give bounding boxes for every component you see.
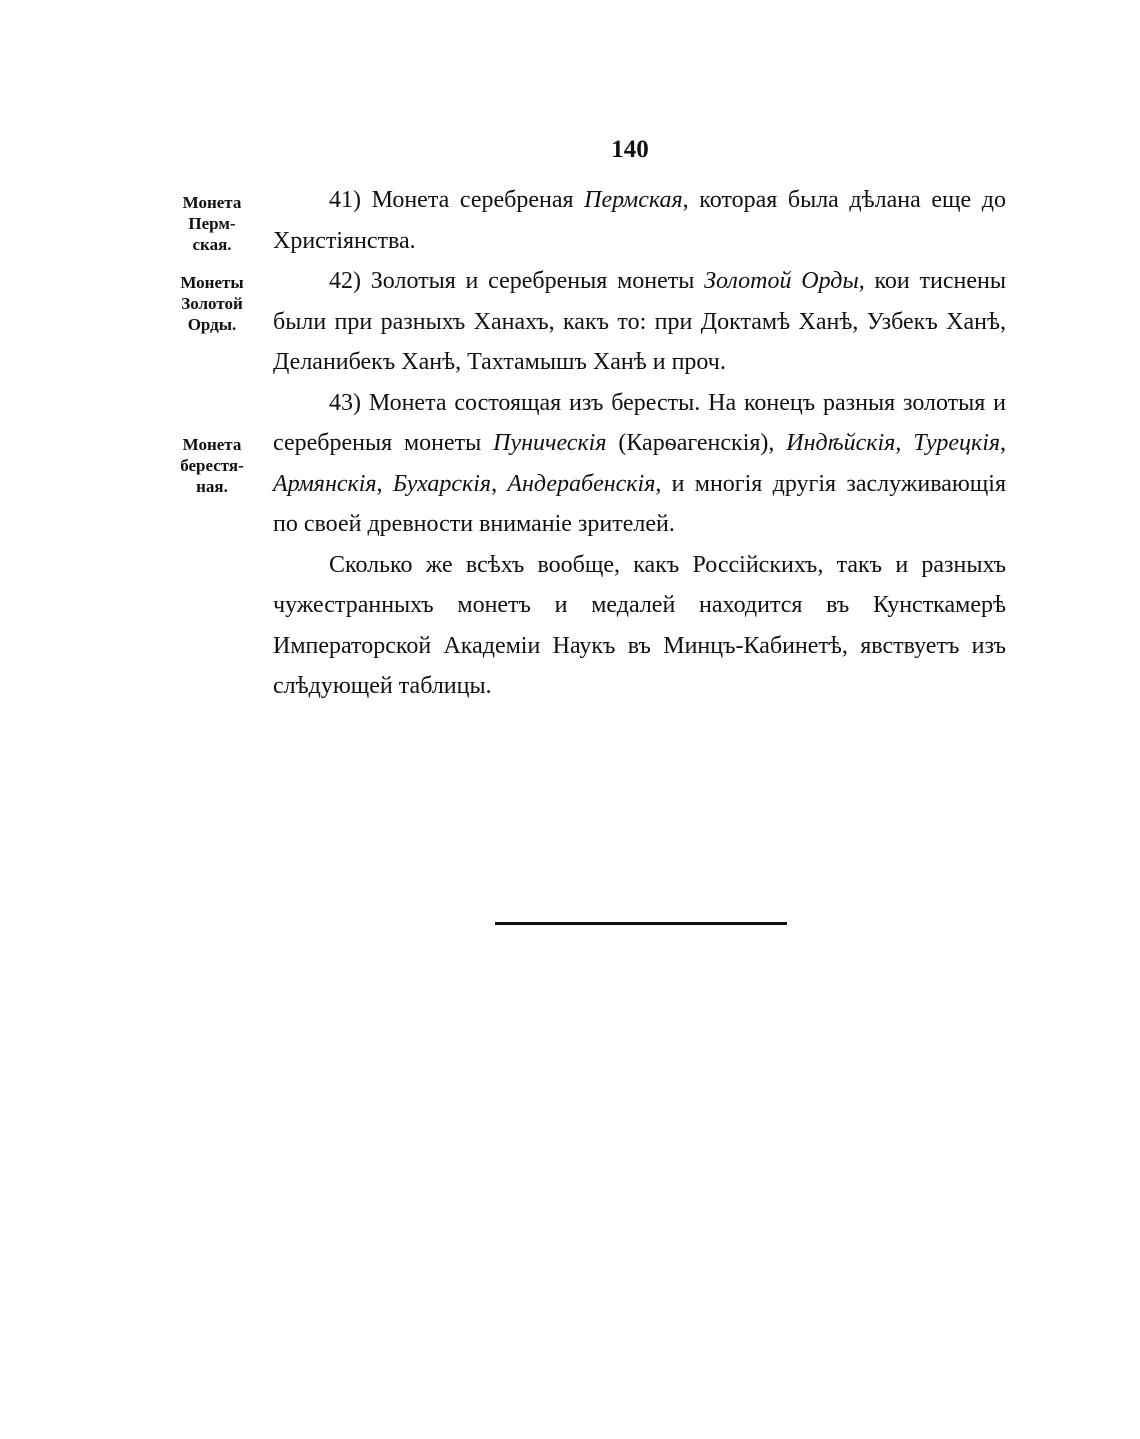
main-text bbox=[273, 180, 1006, 707]
paragraph-43-text: , bbox=[895, 430, 914, 456]
paragraph-43-italic-anderab: Андерабенскія bbox=[507, 470, 656, 497]
paragraph-41-text-end: , которая была дѣлана еще до Христіянства. bbox=[273, 187, 1006, 254]
paragraph-42-text-end: , кои тиснены были при разныхъ Ханахъ, какъ то: при Доктамѣ Ханѣ, Узбекъ Ханѣ, Деланибекъ Ханѣ, Тахтамышъ Ханѣ и проч. bbox=[273, 268, 1006, 375]
margin-note-line: Орды. bbox=[187, 315, 237, 334]
paragraph-43-text: , bbox=[1000, 430, 1007, 456]
margin-note-birch-bark-coin bbox=[158, 434, 266, 497]
paragraph-41-text: 41) Монета серебреная bbox=[329, 187, 585, 213]
margin-note-line: Золотой bbox=[181, 294, 243, 313]
page-number: 140 bbox=[611, 136, 649, 163]
paragraph-43-italic-bukhara: Бухарскія bbox=[392, 470, 492, 497]
paragraph-41 bbox=[273, 180, 1006, 261]
paragraph-41-italic: Пермская bbox=[584, 187, 683, 213]
paragraph-43-italic-turkish: Турецкія bbox=[913, 430, 1001, 456]
margin-note-line: берестя- bbox=[180, 456, 244, 475]
paragraph-43-italic-armenian: Армянскія bbox=[273, 470, 377, 497]
margin-note-line: Монета bbox=[182, 435, 242, 454]
paragraph-42 bbox=[273, 261, 1006, 383]
margin-note-line: ная. bbox=[196, 477, 228, 496]
paragraph-43-text: 43) Монета состоящая изъ бересты. На конецъ разныя золотыя и серебреныя монеты bbox=[273, 389, 1006, 456]
margin-note-golden-horde-coins bbox=[158, 272, 266, 335]
margin-note-line: Монета bbox=[182, 193, 242, 212]
margin-note-line: Монеты bbox=[180, 273, 244, 292]
margin-note-line: Перм- bbox=[188, 214, 236, 233]
paragraph-43-italic-punic: Пуническія bbox=[493, 430, 607, 456]
section-divider bbox=[495, 922, 787, 925]
paragraph-42-text: 42) Золотыя и серебреныя монеты bbox=[329, 268, 705, 294]
margin-note-line: ская. bbox=[192, 235, 232, 254]
paragraph-43 bbox=[273, 383, 1006, 545]
paragraph-43-italic-indian: Индѣйскія bbox=[786, 430, 896, 456]
paragraph-closing: Сколько же всѣхъ вообще, какъ Россійскихъ, такъ и разныхъ чужестранныхъ монетъ и медалей находится въ Кунсткамерѣ Императорской Академіи Наукъ въ Минцъ-Кабинетѣ, явствуетъ изъ слѣдующей таблицы. bbox=[273, 551, 1006, 699]
paragraph-43-text: (Карѳагенскія), bbox=[606, 430, 787, 456]
paragraph-43-text: , bbox=[491, 470, 508, 497]
margin-note-perm-coin bbox=[158, 192, 266, 255]
paragraph-42-italic: Золотой Орды bbox=[704, 268, 859, 294]
paragraph-43-text: , bbox=[376, 470, 393, 497]
paragraph-43-text-end: , и многія другія заслуживающія по своей древности вниманіе зрителей. bbox=[273, 470, 1006, 537]
